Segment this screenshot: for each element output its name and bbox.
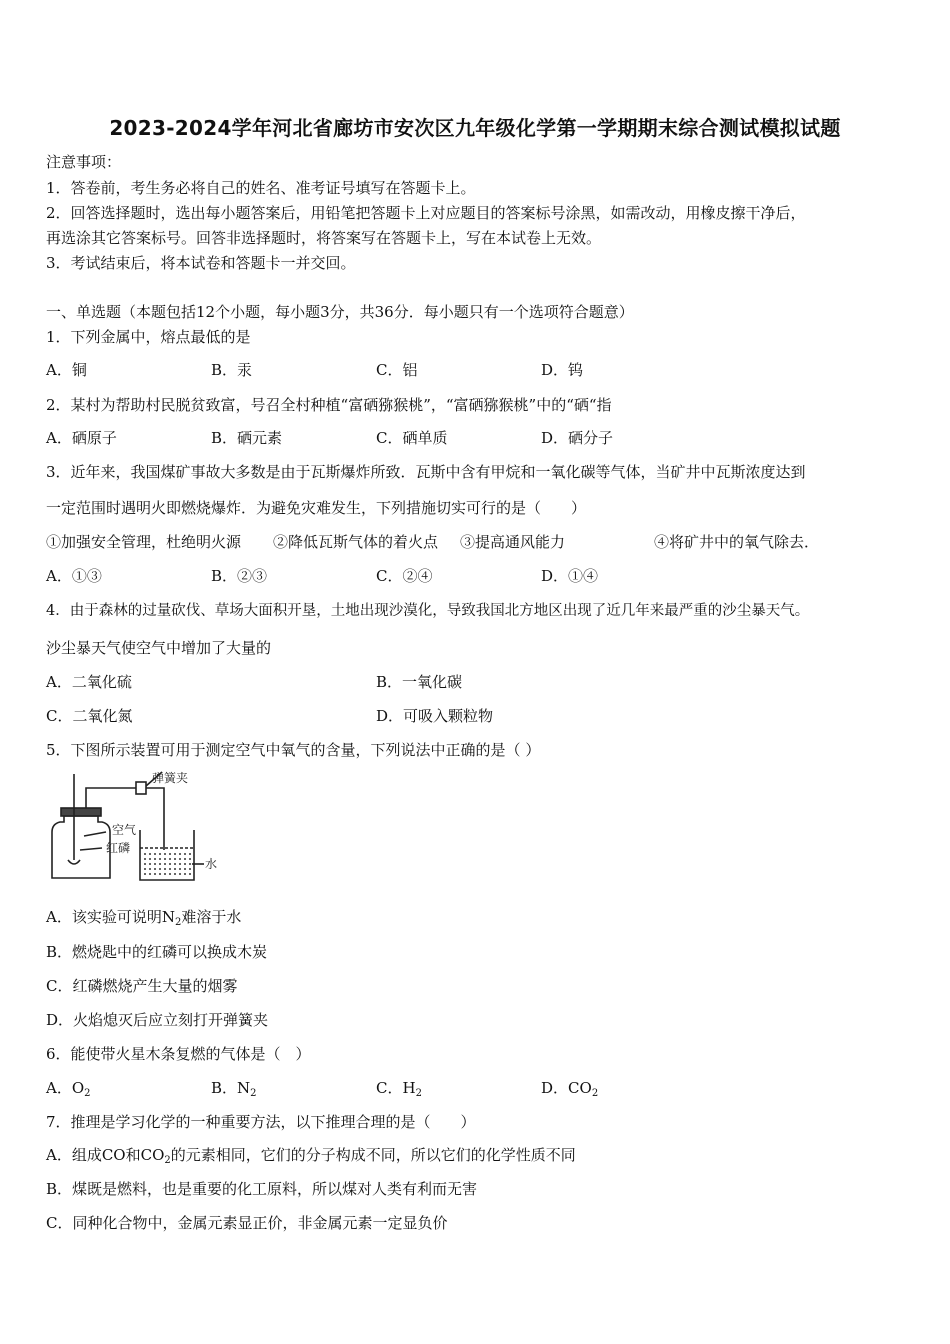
q6-option-a-text: A．O — [46, 1079, 85, 1097]
q6-option-a — [46, 1078, 91, 1104]
q5-option-a-sub: 2 — [174, 917, 182, 928]
q5-option-d: D．火焰熄灭后应立刻打开弹簧夹 — [46, 1011, 269, 1029]
exam-title: 2023-2024学年河北省廊坊市安次区九年级化学第一学期期末综合测试模拟试题 — [109, 116, 841, 140]
q6-option-c — [376, 1078, 422, 1104]
oxygen-apparatus-figure — [44, 768, 218, 886]
label-phosphorus: 红磷 — [106, 841, 131, 855]
gas-bottle — [52, 816, 110, 878]
q3-option-c: C．②④ — [376, 567, 433, 585]
q3-option-b: B．②③ — [211, 567, 268, 585]
q1-option-b: B．汞 — [211, 361, 253, 379]
q6-option-d — [541, 1078, 598, 1104]
q7-option-a — [46, 1145, 576, 1171]
label-clamp: 弹簧夹 — [152, 771, 189, 785]
q3-option-d: D．①④ — [541, 567, 599, 585]
q6-option-a-sub: 2 — [84, 1088, 91, 1099]
apparatus-diagram — [44, 768, 218, 886]
q1-option-a: A．铜 — [46, 361, 87, 379]
q5-option-a — [46, 907, 241, 933]
q1-stem: 1．下列金属中，熔点最低的是 — [46, 328, 251, 346]
combustion-spoon — [68, 860, 80, 864]
q6-option-d-text: D．CO — [541, 1079, 592, 1097]
spring-clamp — [136, 782, 146, 794]
q6-option-c-text: C．H — [376, 1079, 416, 1097]
q3-measure-3: ③提高通风能力 — [460, 533, 566, 551]
notes-item-1: 1．答卷前，考生务必将自己的姓名、准考证号填写在答题卡上。 — [46, 179, 476, 197]
q4-option-d: D．可吸入颗粒物 — [376, 707, 494, 725]
notes-heading: 注意事项： — [46, 153, 122, 171]
q4-stem-line2: 沙尘暴天气使空气中增加了大量的 — [46, 639, 272, 657]
q6-stem: 6．能使带火星木条复燃的气体是（ ） — [46, 1045, 311, 1063]
q6-option-b-text: B．N — [211, 1079, 251, 1097]
q3-measure-4: ④将矿井中的氧气除去． — [654, 533, 820, 551]
label-water: 水 — [205, 857, 218, 871]
q5-option-a-post: 难溶于水 — [181, 908, 242, 926]
q2-stem: 2．某村为帮助村民脱贫致富，号召全村种植“富硒猕猴桃”，“富硒猕猴桃”中的“硒“指 — [46, 396, 612, 414]
q3-measure-2: ②降低瓦斯气体的着火点 — [273, 533, 439, 551]
q6-option-c-sub: 2 — [415, 1088, 422, 1099]
q7-option-a-post: 的元素相同，它们的分子构成不同，所以它们的化学性质不同 — [170, 1146, 576, 1164]
q1-option-d: D．钨 — [541, 361, 584, 379]
notes-item-2: 2．回答选择题时，选出每小题答案后，用铅笔把答题卡上对应题目的答案标号涂黑，如需改动，用橡皮擦干净后， — [46, 204, 806, 222]
q7-option-c: C．同种化合物中，金属元素显正价，非金属元素一定显负价 — [46, 1214, 448, 1232]
q5-option-a-pre: A．该实验可说明N — [46, 908, 175, 926]
q1-option-c: C．铝 — [376, 361, 418, 379]
q6-option-b-sub: 2 — [250, 1088, 257, 1099]
q4-option-c: C．二氧化氮 — [46, 707, 133, 725]
q4-stem-line1: 4．由于森林的过量砍伐、草场大面积开垦，土地出现沙漠化，导致我国北方地区出现了近几年来最严重的沙尘暴天气。 — [46, 603, 810, 619]
q2-option-c: C．硒单质 — [376, 429, 448, 447]
notes-item-2-cont: 再选涂其它答案标号。回答非选择题时，将答案写在答题卡上，写在本试卷上无效。 — [46, 229, 602, 247]
stopper — [61, 808, 101, 816]
q3-measure-1: ①加强安全管理，杜绝明火源 — [46, 533, 242, 551]
q4-option-a: A．二氧化硫 — [46, 673, 132, 691]
air-pointer — [84, 832, 106, 836]
q7-stem: 7．推理是学习化学的一种重要方法，以下推理合理的是（ ） — [46, 1113, 476, 1131]
label-air: 空气 — [112, 823, 137, 837]
q4-option-b: B．一氧化碳 — [376, 673, 463, 691]
q5-option-b: B．燃烧匙中的红磷可以换成木炭 — [46, 943, 268, 961]
q2-option-a: A．硒原子 — [46, 429, 117, 447]
q7-option-b: B．煤既是燃料，也是重要的化工原料，所以煤对人类有利而无害 — [46, 1180, 478, 1198]
q3-stem-line1: 3．近年来，我国煤矿事故大多数是由于瓦斯爆炸所致．瓦斯中含有甲烷和一氧化碳等气体，当矿井中瓦斯浓度达到 — [46, 463, 806, 481]
q3-stem-line2: 一定范围时遇明火即燃烧爆炸．为避免灾难发生，下列措施切实可行的是（ ） — [46, 499, 587, 517]
q7-option-a-sub: 2 — [164, 1155, 171, 1166]
phosphorus-pointer — [80, 848, 102, 850]
q7-option-a-pre: A．组成CO和CO — [46, 1146, 165, 1164]
q6-option-b — [211, 1078, 257, 1104]
water-hatching — [142, 850, 192, 878]
section-heading: 一、单选题（本题包括12个小题，每小题3分，共36分．每小题只有一个选项符合题意） — [46, 303, 634, 321]
q5-stem: 5．下图所示装置可用于测定空气中氧气的含量，下列说法中正确的是（ ） — [46, 741, 541, 759]
q2-option-b: B．硒元素 — [211, 429, 283, 447]
notes-item-3: 3．考试结束后，将本试卷和答题卡一并交回。 — [46, 254, 356, 272]
q2-option-d: D．硒分子 — [541, 429, 614, 447]
q3-option-a: A．①③ — [46, 567, 102, 585]
q5-option-c: C．红磷燃烧产生大量的烟雾 — [46, 977, 238, 995]
q6-option-d-sub: 2 — [591, 1088, 599, 1099]
